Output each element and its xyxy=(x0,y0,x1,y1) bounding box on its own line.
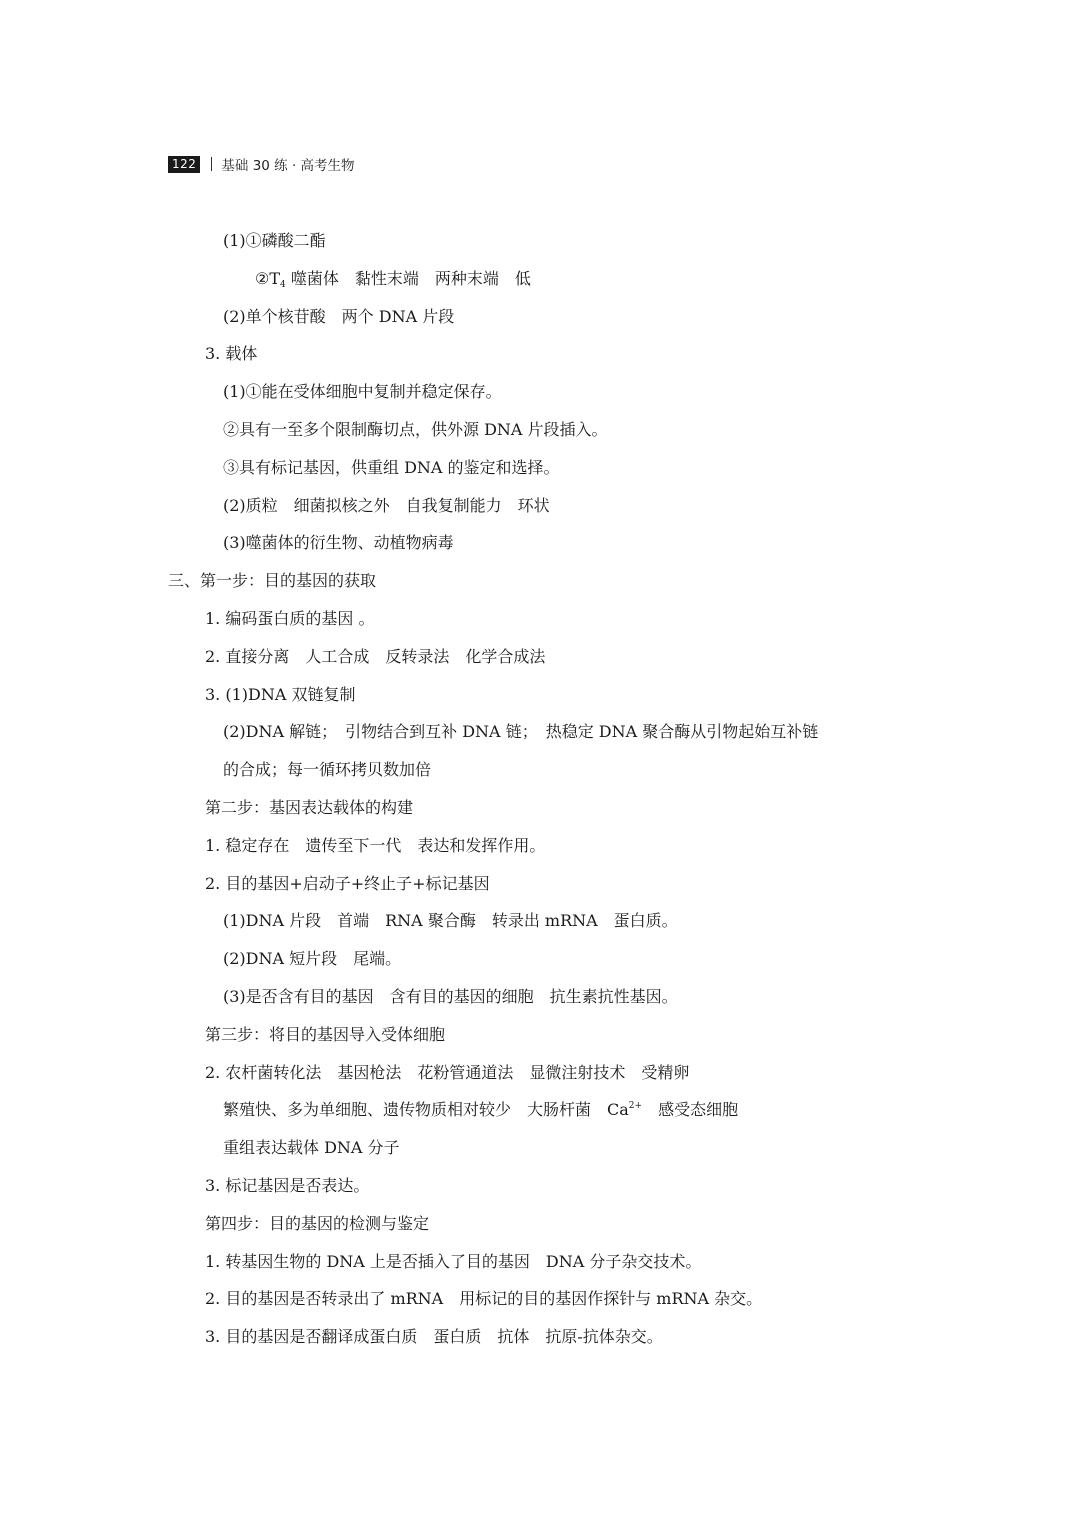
text-line xyxy=(0,1280,1080,1318)
line-text-continued: 噬菌体 黏性末端 两种末端 低 xyxy=(285,268,531,288)
line-text: 三、第一步：目的基因的获取 xyxy=(168,571,377,591)
page-number: 122 xyxy=(168,156,200,173)
line-text: (2)DNA 短片段 尾端。 xyxy=(223,949,402,969)
text-line xyxy=(0,751,1080,789)
line-text: 3. 目的基因是否翻译成蛋白质 蛋白质 抗体 抗原-抗体杂交。 xyxy=(205,1327,663,1347)
text-line xyxy=(0,1129,1080,1167)
text-line xyxy=(0,1318,1080,1356)
text-line xyxy=(0,260,1080,298)
line-text: ②T xyxy=(255,268,281,288)
line-text: ③具有标记基因，供重组 DNA 的鉴定和选择。 xyxy=(223,457,560,477)
line-text: 2. 目的基因是否转录出了 mRNA 用标记的目的基因作探针与 mRNA 杂交。 xyxy=(205,1289,763,1309)
text-line xyxy=(0,978,1080,1016)
line-text: 重组表达载体 DNA 分子 xyxy=(223,1138,400,1158)
line-text: (3)是否含有目的基因 含有目的基因的细胞 抗生素抗性基因。 xyxy=(223,986,678,1006)
text-line xyxy=(0,600,1080,638)
line-text: 第三步：将目的基因导入受体细胞 xyxy=(205,1024,446,1044)
text-line xyxy=(0,411,1080,449)
line-text: 第二步：基因表达载体的构建 xyxy=(205,797,414,817)
line-text: 2. 直接分离 人工合成 反转录法 化学合成法 xyxy=(205,646,546,666)
line-text: 第四步：目的基因的检测与鉴定 xyxy=(205,1213,430,1233)
line-text: 2. 农杆菌转化法 基因枪法 花粉管通道法 显微注射技术 受精卵 xyxy=(205,1062,690,1082)
page-header xyxy=(168,154,355,174)
line-text: 3. 标记基因是否表达。 xyxy=(205,1175,370,1195)
line-text: (1)①磷酸二酯 xyxy=(223,231,326,250)
text-line xyxy=(0,789,1080,827)
line-text: (2)单个核苷酸 两个 DNA 片段 xyxy=(223,306,455,326)
text-line xyxy=(0,1167,1080,1205)
line-text: 3. (1)DNA 双链复制 xyxy=(205,684,356,704)
text-line xyxy=(0,222,1080,260)
line-text: (1)①能在受体细胞中复制并稳定保存。 xyxy=(223,382,502,402)
text-line xyxy=(0,827,1080,865)
text-line xyxy=(0,449,1080,487)
subscript: 4 xyxy=(280,279,286,290)
line-text: (2)质粒 细菌拟核之外 自我复制能力 环状 xyxy=(223,495,550,515)
line-text: (3)噬菌体的衍生物、动植物病毒 xyxy=(223,533,454,553)
text-line xyxy=(0,676,1080,714)
line-text: 的合成；每一循环拷贝数加倍 xyxy=(223,760,432,780)
text-line xyxy=(0,298,1080,336)
text-line xyxy=(0,1205,1080,1243)
answer-content xyxy=(0,222,1080,1356)
text-line xyxy=(0,524,1080,562)
text-line xyxy=(0,1243,1080,1281)
text-line xyxy=(0,1091,1080,1129)
text-line xyxy=(0,638,1080,676)
line-text: 2. 目的基因+启动子+终止子+标记基因 xyxy=(205,873,490,893)
text-line xyxy=(0,335,1080,373)
text-line xyxy=(0,940,1080,978)
line-text-continued: 感受态细胞 xyxy=(642,1100,739,1120)
text-line xyxy=(0,902,1080,940)
line-text: 1. 编码蛋白质的基因 。 xyxy=(205,608,375,628)
text-line xyxy=(0,713,1080,751)
text-line xyxy=(0,562,1080,600)
line-text: 3. 载体 xyxy=(205,344,258,364)
line-text: 1. 稳定存在 遗传至下一代 表达和发挥作用。 xyxy=(205,835,546,855)
line-text: (2)DNA 解链； 引物结合到互补 DNA 链； 热稳定 DNA 聚合酶从引物起始互补链 xyxy=(223,722,819,742)
line-text: (1)DNA 片段 首端 RNA 聚合酶 转录出 mRNA 蛋白质。 xyxy=(223,911,678,931)
header-divider xyxy=(211,157,212,171)
text-line xyxy=(0,373,1080,411)
line-text: ②具有一至多个限制酶切点，供外源 DNA 片段插入。 xyxy=(223,419,608,439)
line-text: 1. 转基因生物的 DNA 上是否插入了目的基因 DNA 分子杂交技术。 xyxy=(205,1251,702,1271)
superscript: 2+ xyxy=(628,1101,643,1112)
line-text: 繁殖快、多为单细胞、遗传物质相对较少 大肠杆菌 Ca xyxy=(223,1100,629,1120)
text-line xyxy=(0,865,1080,903)
text-line xyxy=(0,1016,1080,1054)
text-line xyxy=(0,487,1080,525)
text-line xyxy=(0,1054,1080,1092)
book-title: 基础 30 练 · 高考生物 xyxy=(221,158,355,174)
